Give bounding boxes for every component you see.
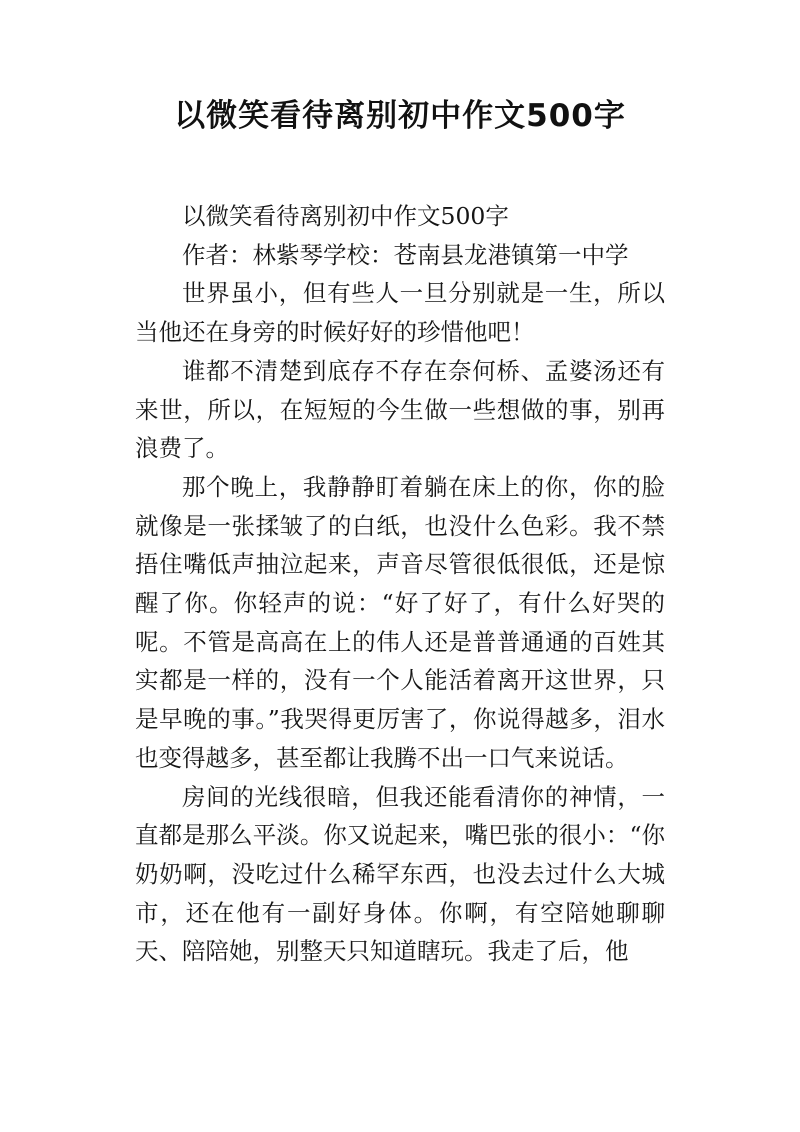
paragraph: 房间的光线很暗，但我还能看清你的神情，一直都是那么平淡。你又说起来，嘴巴张的很小：“你奶奶啊，没吃过什么稀罕东西，也没去过什么大城市，还在他有一副好身体。你啊，有空陪她聊聊天、陪陪她，别整天只知道瞎玩。我走了后，他	[135, 782, 665, 966]
paragraph-subtitle: 以微笑看待离别初中作文500字	[182, 202, 509, 230]
paragraph: 谁都不清楚到底存不存在奈何桥、孟婆汤还有来世，所以，在短短的今生做一些想做的事，别再浪费了。	[135, 356, 665, 463]
document-title: 以微笑看待离别初中作文500字	[174, 98, 626, 134]
paragraph: 那个晚上，我静静盯着躺在床上的你，你的脸就像是一张揉皱了的白纸，也没什么色彩。我不禁捂住嘴低声抽泣起来，声音尽管很低很低，还是惊醒了你。你轻声的说：“好了好了，有什么好哭的呢。不管是高高在上的伟人还是普普通通的百姓其实都是一样的，没有一个人能活着离开这世界，只是早晚的事。”我哭得更厉害了，你说得越多，泪水也变得越多，甚至都让我腾不出一口气来说话。	[135, 472, 665, 772]
paragraph: 世界虽小，但有些人一旦分别就是一生，所以当他还在身旁的时候好好的珍惜他吧！	[135, 279, 665, 347]
paragraph-author: 作者：林紫琴学校：苍南县龙港镇第一中学	[182, 240, 629, 269]
document-body	[135, 197, 665, 971]
